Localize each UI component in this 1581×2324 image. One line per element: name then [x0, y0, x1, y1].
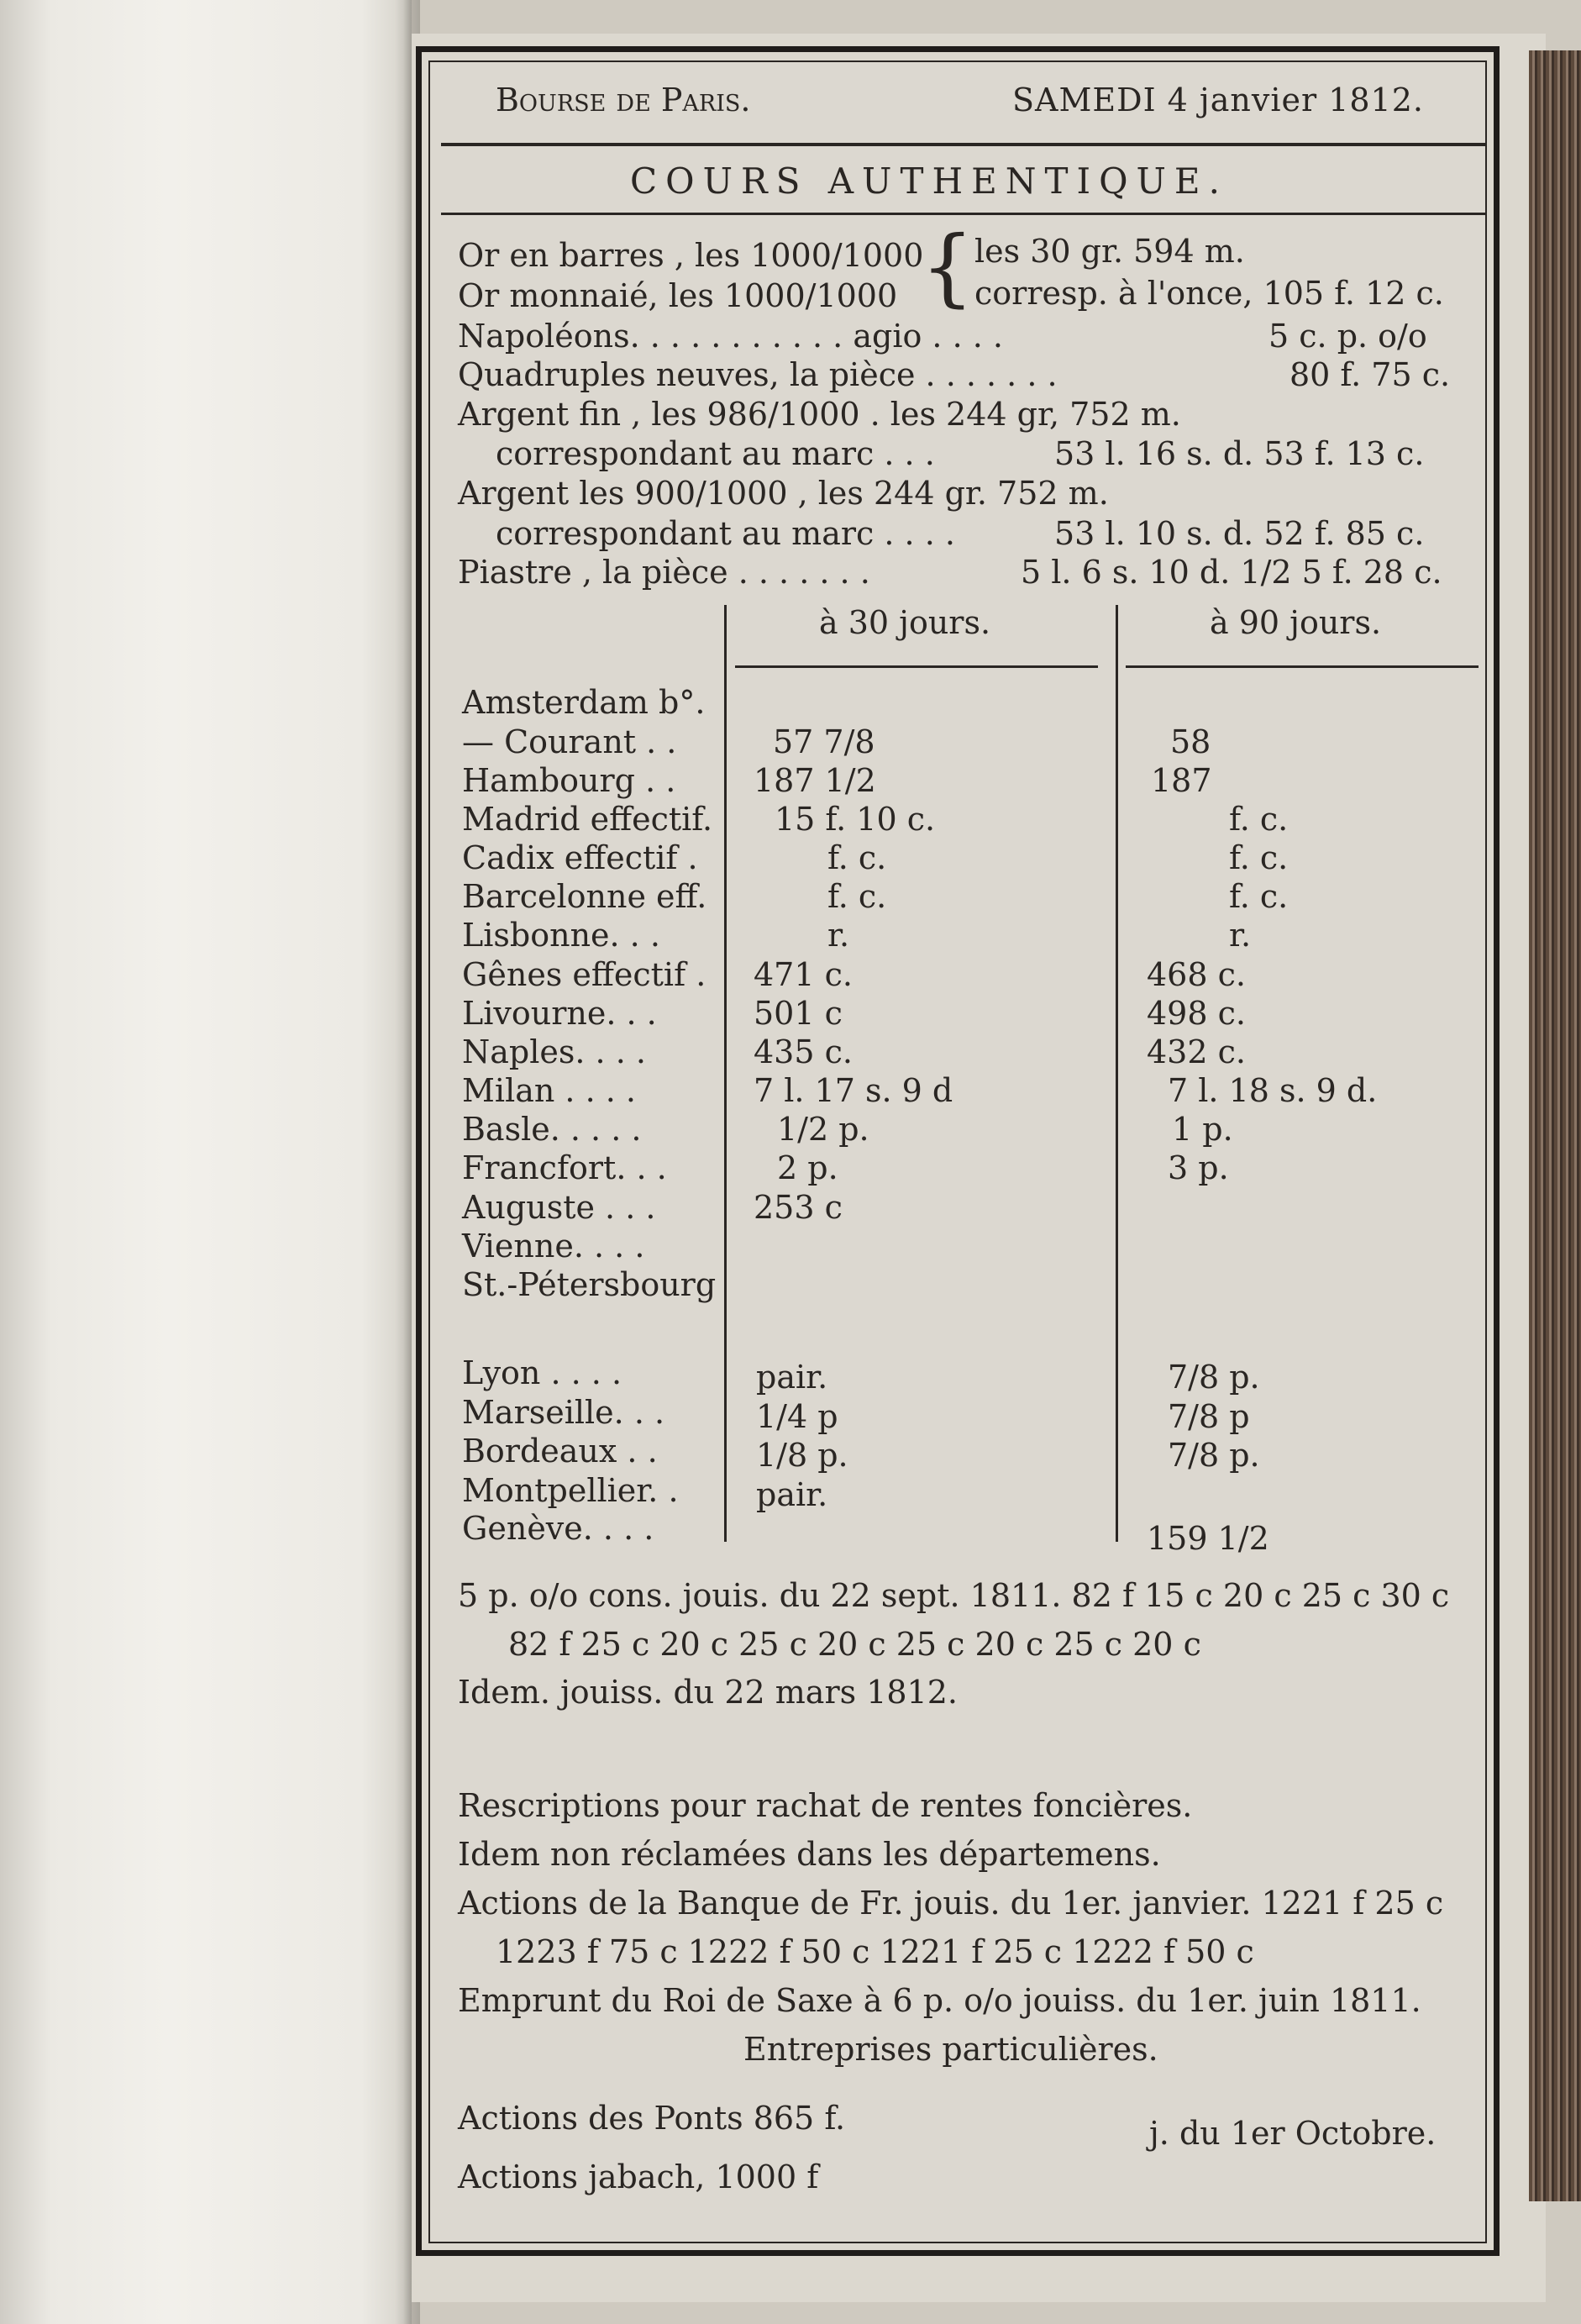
exchange-place: Naples. . . .	[462, 1033, 646, 1070]
exchange-rate-90: 3 p.	[1168, 1149, 1229, 1186]
exchange-rate-90: 432 c.	[1147, 1033, 1246, 1070]
domestic-rate-30: 1/4 p	[756, 1398, 838, 1435]
exchange-place: Francfort. . .	[462, 1149, 667, 1186]
exchange-place: Livourne. . .	[462, 995, 657, 1032]
domestic-rate-30: pair.	[756, 1359, 828, 1396]
exchange-rate-90: 1 p.	[1172, 1111, 1233, 1148]
page-title: COURS AUTHENTIQUE.	[630, 160, 1228, 202]
exchange-rate-30: 1/2 p.	[777, 1111, 869, 1148]
metal-value: 53 l. 16 s. d. 53 f. 13 c.	[1054, 435, 1425, 472]
metal-value: 5 c. p. o/o	[1268, 318, 1427, 355]
exchange-rate-90: r.	[1229, 917, 1252, 954]
exchange-place: Milan . . . .	[462, 1072, 636, 1109]
funds-line: Rescriptions pour rachat de rentes foncières.	[458, 1787, 1193, 1824]
exchange-rate-90: f. c.	[1229, 801, 1289, 838]
exchange-rate-90: 498 c.	[1147, 995, 1246, 1032]
exchange-rate-30: 501 c	[754, 995, 843, 1032]
domestic-rate-30: 1/8 p.	[756, 1437, 848, 1474]
funds-line: Emprunt du Roi de Saxe à 6 p. o/o jouiss. du 1er. juin 1811.	[458, 1982, 1421, 2019]
metal-label: correspondant au marc . . .	[496, 435, 935, 472]
exchange-rate-30: 187 1/2	[754, 762, 876, 799]
funds-line: Idem. jouiss. du 22 mars 1812.	[458, 1674, 958, 1711]
exchange-rate-90: f. c.	[1229, 839, 1289, 876]
exchange-place: Vienne. . . .	[462, 1228, 645, 1265]
metal-label: correspondant au marc . . . .	[496, 515, 955, 552]
funds-line: j. du 1er Octobre.	[1149, 2115, 1437, 2152]
funds-line: 82 f 25 c 20 c 25 c 20 c 25 c 20 c 25 c 20 c	[508, 1626, 1201, 1663]
metal-value: 80 f. 75 c.	[1289, 356, 1451, 393]
domestic-rate-30: pair.	[756, 1476, 828, 1513]
domestic-place: Lyon . . . .	[462, 1354, 622, 1391]
exchange-place: Gênes effectif .	[462, 956, 706, 993]
page-edges	[1529, 50, 1581, 2201]
funds-line: Actions de la Banque de Fr. jouis. du 1er. janvier. 1221 f 25 c	[458, 1885, 1444, 1922]
exchange-rate-30: 471 c.	[754, 956, 853, 993]
exchange-place: Hambourg . .	[462, 762, 676, 799]
exchange-place: Lisbonne. . .	[462, 917, 660, 954]
exchange-rate-90: 468 c.	[1147, 956, 1246, 993]
exchange-place: St.-Pétersbourg	[462, 1266, 717, 1303]
metal-value: corresp. à l'once, 105 f. 12 c.	[974, 275, 1444, 312]
header-date: SAMEDI 4 janvier 1812.	[1012, 81, 1424, 118]
domestic-place: Marseille. . .	[462, 1394, 665, 1431]
column-header-rule	[1126, 665, 1479, 668]
metal-label: Piastre , la pièce . . . . . . .	[458, 554, 870, 591]
exchange-rate-30: f. c.	[827, 878, 887, 915]
title-rule	[441, 213, 1487, 215]
domestic-rate-90: 159 1/2	[1147, 1520, 1269, 1557]
exchange-rate-90: 58	[1170, 723, 1211, 760]
exchange-rate-30: 7 l. 17 s. 9 d	[754, 1072, 953, 1109]
exchange-rate-30: 15 f. 10 c.	[775, 801, 936, 838]
funds-line: 1223 f 75 c 1222 f 50 c 1221 f 25 c 1222 f 50 c	[496, 1933, 1254, 1970]
blank-left-page	[0, 0, 412, 2324]
exchange-place: Amsterdam b°.	[462, 684, 706, 721]
column-divider	[724, 605, 727, 1542]
exchange-rate-30: f. c.	[827, 839, 887, 876]
exchange-rate-90: 7 l. 18 s. 9 d.	[1168, 1072, 1378, 1109]
exchange-place: Cadix effectif .	[462, 839, 698, 876]
header-rule	[441, 143, 1487, 146]
column-header-30: à 30 jours.	[819, 604, 991, 641]
metal-value: les 30 gr. 594 m.	[974, 233, 1245, 270]
domestic-rate-90: 7/8 p.	[1168, 1359, 1260, 1396]
metal-label: Quadruples neuves, la pièce . . . . . . .	[458, 356, 1058, 393]
metal-label: Argent fin , les 986/1000 . les 244 gr, 752 m.	[458, 396, 1181, 433]
funds-line: Actions des Ponts 865 f.	[458, 2100, 846, 2137]
column-header-90: à 90 jours.	[1210, 604, 1382, 641]
column-divider	[1116, 605, 1118, 1542]
funds-line: 5 p. o/o cons. jouis. du 22 sept. 1811. 82 f 15 c 20 c 25 c 30 c	[458, 1577, 1450, 1614]
exchange-rate-30: 57 7/8	[773, 723, 875, 760]
exchange-rate-30: 253 c	[754, 1189, 843, 1226]
domestic-place: Montpellier. .	[462, 1472, 679, 1509]
exchange-place: Auguste . . .	[462, 1189, 656, 1226]
exchange-place: Barcelonne eff.	[462, 878, 707, 915]
funds-line: Idem non réclamées dans les départemens.	[458, 1836, 1161, 1873]
column-header-rule	[735, 665, 1098, 668]
metal-label: Or monnaié, les 1000/1000	[458, 277, 898, 314]
domestic-rate-90: 7/8 p	[1168, 1398, 1250, 1435]
brace-glyph: {	[921, 218, 974, 316]
funds-line: Actions jabach, 1000 f	[458, 2158, 819, 2195]
metal-label: Napoléons. . . . . . . . . . . agio . . . .	[458, 318, 1003, 355]
metal-label: Or en barres , les 1000/1000	[458, 237, 924, 274]
domestic-rate-90: 7/8 p.	[1168, 1437, 1260, 1474]
exchange-rate-90: 187	[1151, 762, 1212, 799]
exchange-rate-90: f. c.	[1229, 878, 1289, 915]
domestic-place: Genève. . . .	[462, 1510, 654, 1547]
section-heading: Entreprises particulières.	[743, 2031, 1158, 2068]
metal-label: Argent les 900/1000 , les 244 gr. 752 m.	[458, 475, 1109, 512]
exchange-place: Basle. . . . .	[462, 1111, 642, 1148]
exchange-rate-30: 435 c.	[754, 1033, 853, 1070]
exchange-place: — Courant . .	[462, 723, 677, 760]
domestic-place: Bordeaux . .	[462, 1433, 658, 1470]
metal-value: 53 l. 10 s. d. 52 f. 85 c.	[1054, 515, 1425, 552]
metal-value: 5 l. 6 s. 10 d. 1/2 5 f. 28 c.	[1021, 554, 1442, 591]
header-left: Bourse de Paris.	[496, 81, 751, 118]
exchange-rate-30: r.	[827, 917, 850, 954]
exchange-place: Madrid effectif.	[462, 801, 713, 838]
exchange-rate-30: 2 p.	[777, 1149, 838, 1186]
